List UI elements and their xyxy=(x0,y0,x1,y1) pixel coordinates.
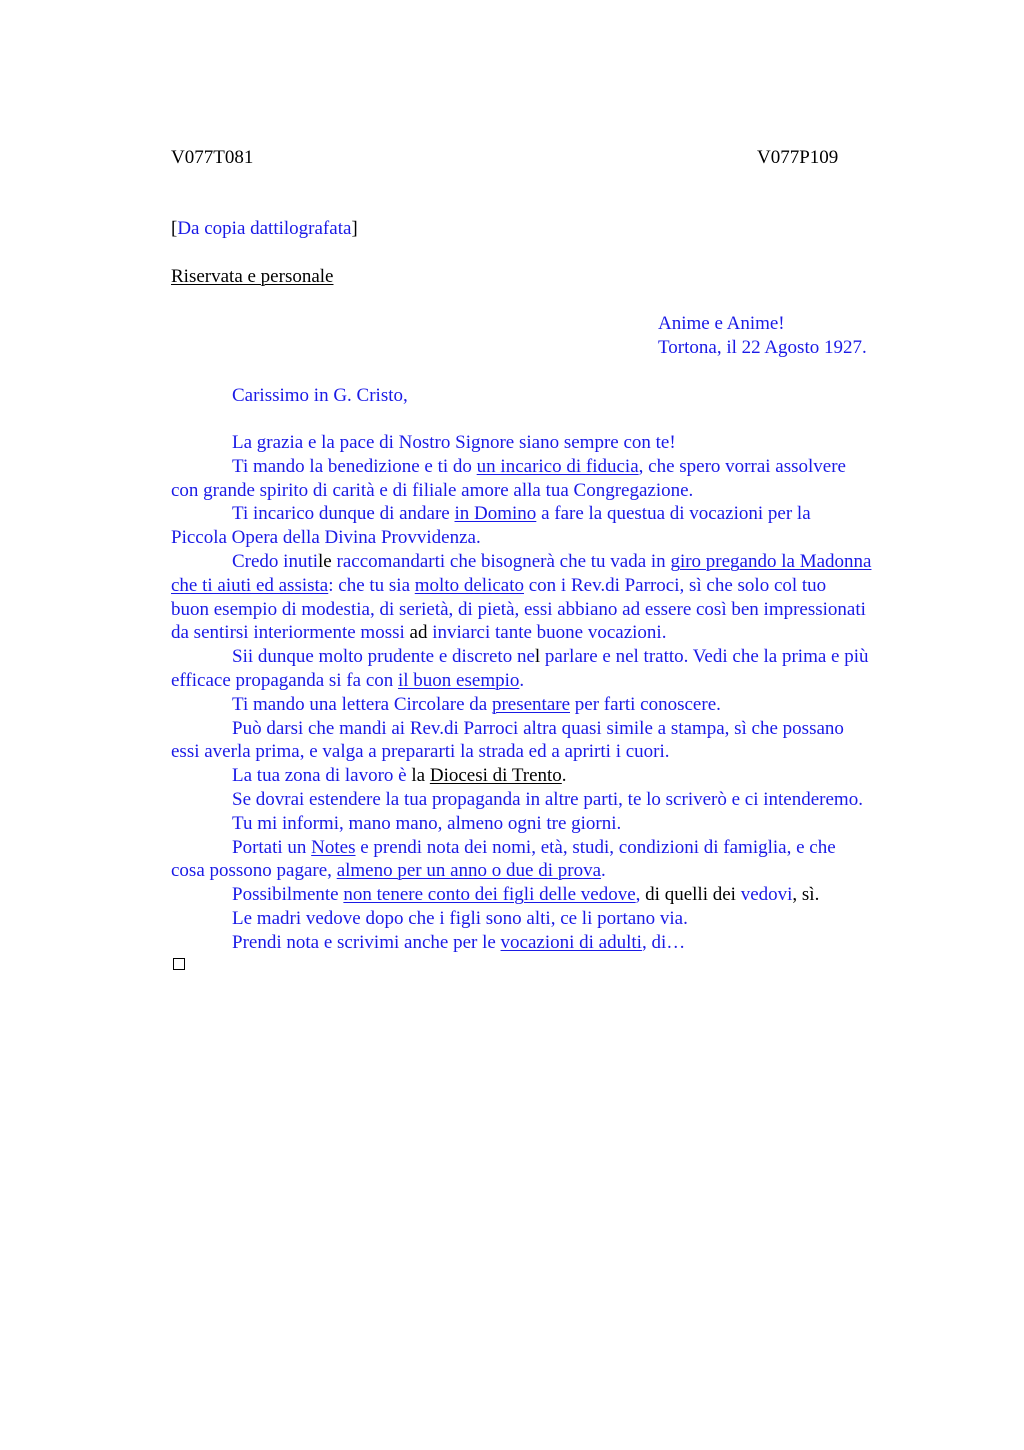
p7-text-a: Può darsi che mandi ai Rev.di Parroci altra quasi simile a stampa, sì che possano xyxy=(232,717,844,739)
p11-text-a: Portati un xyxy=(232,836,312,858)
paragraph-3 xyxy=(171,502,931,550)
p4-text-a: Credo inuti xyxy=(232,550,319,572)
p3-underlined: in Domino xyxy=(454,503,537,525)
p4-text-d: buon esempio di modestia, di serietà, di pietà, essi abbiano ad essere così ben impressionati xyxy=(171,598,866,620)
paragraph-13 xyxy=(171,907,931,931)
paragraph-1-text: La grazia e la pace di Nostro Signore siano sempre con te! xyxy=(232,432,676,453)
paragraph-8 xyxy=(171,764,931,788)
dateline-motto: Anime e Anime! xyxy=(658,313,785,334)
paragraph-7 xyxy=(171,717,931,765)
paragraph-5 xyxy=(171,645,931,693)
p3-text-a: Ti incarico dunque di andare xyxy=(232,503,455,525)
p6-text-b: per farti conoscere. xyxy=(570,693,721,715)
p11-text-d: . xyxy=(601,860,606,882)
paragraph-12 xyxy=(171,883,931,907)
p3-text-c: Piccola Opera della Divina Provvidenza. xyxy=(171,527,481,549)
confidential-label-text: Riservata e personale xyxy=(171,266,334,287)
p8-text-b: . xyxy=(561,765,567,787)
p12-text-a: Possibilmente xyxy=(232,884,344,906)
paragraph-11 xyxy=(171,836,931,884)
paragraph-14 xyxy=(171,931,931,955)
p11-text-b: e prendi nota dei nomi, età, studi, condizioni di famiglia, e che xyxy=(355,836,836,858)
paragraph-6 xyxy=(171,693,931,717)
p5-underlined: il buon esempio xyxy=(398,669,520,691)
p2-text-c: con grande spirito di carità e di filiale amore alla tua Congregazione. xyxy=(171,479,694,501)
dateline-place-date: Tortona, il 22 Agosto 1927. xyxy=(658,337,867,358)
p5-text-b: efficace propaganda si fa con xyxy=(171,669,398,691)
p12-text-c: di quelli dei xyxy=(640,884,741,906)
p4-text-a3: raccomandarti che bisognerà che tu vada in xyxy=(331,550,671,572)
header-left-code: V077T081 xyxy=(171,147,254,168)
source-note-close-bracket: ] xyxy=(351,218,358,239)
p2-text-a: Ti mando la benedizione e ti do xyxy=(232,455,477,477)
p11-underlined: Notes xyxy=(311,836,356,858)
p14-text-a: Prendi nota e scrivimi anche per le xyxy=(232,931,501,953)
p4-text-e: da sentirsi interiormente mossi xyxy=(171,622,410,644)
p10-text: Tu mi informi, mano mano, almeno ogni tre giorni. xyxy=(232,812,622,834)
paragraph-1 xyxy=(171,431,931,455)
p5-text-a3: parlare e nel tratto. Vedi che la prima e più xyxy=(540,646,869,668)
p11-text-c: cosa possono pagare, xyxy=(171,860,337,882)
source-note-text: Da copia dattilografata xyxy=(177,218,352,239)
p4-underlined-2: che ti aiuti ed assista xyxy=(171,574,329,596)
p4-text-e3: inviarci tante buone vocazioni. xyxy=(427,622,667,644)
paragraph-10 xyxy=(171,812,931,836)
p4-text-c: con i Rev.di Parroci, sì che solo col tuo xyxy=(524,574,827,596)
p9-text: Se dovrai estendere la tua propaganda in altre parti, te lo scriverò e ci intenderemo. xyxy=(232,788,863,810)
square-box-icon xyxy=(173,958,185,970)
p12-text-e: , sì. xyxy=(792,884,820,906)
p2-underlined: un incarico di fiducia xyxy=(476,455,639,477)
p4-text-a2: le xyxy=(318,550,332,572)
p14-underlined: vocazioni di adulti xyxy=(500,931,642,953)
salutation: Carissimo in G. Cristo, xyxy=(232,385,408,406)
paragraph-2 xyxy=(171,455,931,503)
source-note xyxy=(171,217,358,241)
p12-underlined: non tenere conto dei figli delle vedove xyxy=(343,884,636,906)
p4-text-b: : che tu sia xyxy=(328,574,415,596)
p4-underlined-1: giro pregando la Madonna xyxy=(670,550,872,572)
p14-text-b: , di… xyxy=(641,931,686,953)
p6-underlined: presentare xyxy=(491,693,571,715)
p11-underlined-2: almeno per un anno o due di prova xyxy=(336,860,602,882)
p13-text: Le madri vedove dopo che i figli sono alti, ce li portano via. xyxy=(232,907,688,929)
confidential-label xyxy=(171,265,333,289)
p2-text-b: , che spero vorrai assolvere xyxy=(638,455,846,477)
p5-text-a: Sii dunque molto prudente e discreto ne xyxy=(232,646,535,668)
paragraph-9 xyxy=(171,788,931,812)
p12-text-b: , xyxy=(635,884,641,906)
p8-underlined: Diocesi di Trento xyxy=(429,765,562,787)
source-note-open-bracket: [ xyxy=(171,218,178,239)
p12-text-d: vedovi xyxy=(740,884,793,906)
p4-text-e2: ad xyxy=(409,622,428,644)
p7-text-b: essi averla prima, e valga a prepararti la strada ed a aprirti i cuori. xyxy=(171,741,670,763)
p5-text-c: . xyxy=(519,669,525,691)
p4-underlined-3: molto delicato xyxy=(414,574,524,596)
letter-body xyxy=(171,431,931,955)
paragraph-4 xyxy=(171,550,931,645)
header-right-code: V077P109 xyxy=(757,147,839,168)
p8-text-a: La tua zona di lavoro è xyxy=(232,765,412,787)
p8-text-a2: la xyxy=(411,765,430,787)
p6-text-a: Ti mando una lettera Circolare da xyxy=(232,693,492,715)
p3-text-b: a fare la questua di vocazioni per la xyxy=(536,503,811,525)
p5-text-a2: l xyxy=(534,646,541,668)
